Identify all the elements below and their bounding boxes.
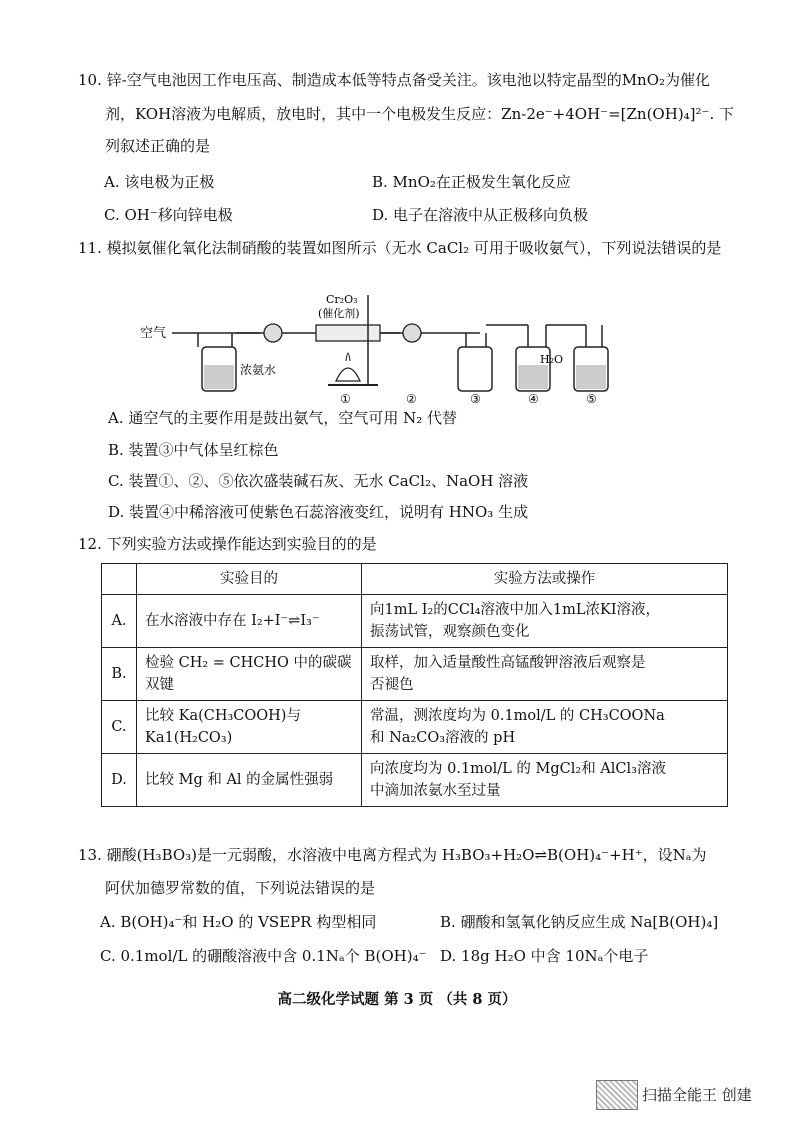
label-2: ② — [406, 392, 417, 405]
row-key: D. — [102, 754, 137, 807]
row-method: 常温，测浓度均为 0.1mol/L 的 CH₃COONa 和 Na₂CO₃溶液的 pH — [362, 701, 728, 754]
q10-stem-line3: 列叙述正确的是 — [105, 137, 211, 155]
q11-stem: 11. 模拟氨催化氧化法制硝酸的装置如图所示（无水 CaCl₂ 可用于吸收氨气），下列说法错误的是 — [78, 239, 722, 257]
page-footer: 高二级化学试题 第 3 页 （共 8 页） — [277, 991, 517, 1008]
q13-option-d: D. 18g H₂O 中含 10Nₐ个电子 — [440, 947, 649, 965]
water-label: H₂O — [540, 353, 564, 366]
q13-option-c: C. 0.1mol/L 的硼酸溶液中含 0.1Nₐ个 B(OH)₄⁻ — [100, 947, 427, 965]
air-label: 空气 — [140, 326, 167, 341]
q10-stem-line1: 10. 锌-空气电池因工作电压高、制造成本低等特点备受关注。该电池以特定晶型的MnO₂为催化 — [78, 71, 711, 89]
label-5: ⑤ — [586, 392, 597, 405]
row-method: 取样，加入适量酸性高锰酸钾溶液后观察是 否褪色 — [362, 648, 728, 701]
label-4: ④ — [528, 392, 539, 405]
q11-option-d: D. 装置④中稀溶液可使紫色石蕊溶液变红，说明有 HNO₃ 生成 — [108, 503, 529, 521]
q11-option-c: C. 装置①、②、⑤依次盛装碱石灰、无水 CaCl₂、NaOH 溶液 — [108, 472, 529, 490]
drying-tube-2 — [403, 324, 421, 342]
q10-option-d: D. 电子在溶液中从正极移向负极 — [372, 206, 589, 224]
row-purpose: 比较 Mg 和 Al 的金属性强弱 — [137, 754, 362, 807]
table-header-row — [102, 564, 728, 595]
row-method: 向1mL I₂的CCl₄溶液中加入1mL浓KI溶液， 振荡试管，观察颜色变化 — [362, 595, 728, 648]
catalyst-note: (催化剂) — [318, 307, 360, 320]
q13-option-a: A. B(OH)₄⁻和 H₂O 的 VSEPR 构型相同 — [100, 913, 377, 931]
catalyst-formula: Cr₂O₃ — [326, 293, 358, 306]
row-key: B. — [102, 648, 137, 701]
q13-stem-line2: 阿伏加德罗常数的值，下列说法错误的是 — [105, 879, 376, 897]
q12-stem: 12. 下列实验方法或操作能达到实验目的的是 — [78, 535, 377, 553]
table-row — [102, 701, 728, 754]
q10-option-c: C. OH⁻移向锌电极 — [104, 206, 233, 224]
q11-option-b: B. 装置③中气体呈红棕色 — [108, 441, 279, 459]
q10-stem-line2: 剂，KOH溶液为电解质，放电时，其中一个电极发生反应：Zn-2e⁻+4OH⁻=[Zn(OH)₄]²⁻. 下 — [105, 105, 734, 123]
q13-option-b: B. 硼酸和氢氧化钠反应生成 Na[B(OH)₄] — [440, 913, 719, 931]
row-key: C. — [102, 701, 137, 754]
burner — [336, 368, 360, 381]
scanner-watermark — [596, 1080, 792, 1110]
drying-tube-1 — [264, 324, 282, 342]
row-purpose: 检验 CH₂ = CHCHO 中的碳碳双键 — [137, 648, 362, 701]
qr-code-icon — [596, 1080, 638, 1110]
row-purpose: 在水溶液中存在 I₂+I⁻⇌I₃⁻ — [137, 595, 362, 648]
ammonia-label: 浓氨水 — [240, 363, 277, 377]
q10-option-a: A. 该电极为正极 — [104, 173, 215, 191]
apparatus-diagram — [140, 285, 610, 405]
table-row — [102, 754, 728, 807]
q13-stem-line1: 13. 硼酸(H₃BO₃)是一元弱酸，水溶液中电离方程式为 H₃BO₃+H₂O⇌B(OH)₄⁻+H⁺，设Nₐ为 — [78, 846, 707, 864]
row-key: A. — [102, 595, 137, 648]
watermark-text: 扫描全能王 创建 — [642, 1086, 752, 1104]
q11-option-a: A. 通空气的主要作用是鼓出氨气，空气可用 N₂ 代替 — [108, 409, 458, 427]
table-header-purpose: 实验目的 — [137, 564, 362, 595]
label-1: ① — [340, 392, 351, 405]
label-3: ③ — [470, 392, 481, 405]
table-row — [102, 595, 728, 648]
bottle-3 — [458, 347, 492, 391]
row-method: 向浓度均为 0.1mol/L 的 MgCl₂和 AlCl₃溶液 中滴加浓氨水至过量 — [362, 754, 728, 807]
experiment-table — [101, 563, 728, 807]
table-header-blank — [102, 564, 137, 595]
table-header-method: 实验方法或操作 — [362, 564, 728, 595]
table-row — [102, 648, 728, 701]
q10-option-b: B. MnO₂在正极发生氧化反应 — [372, 173, 571, 191]
catalyst-tube — [316, 325, 380, 341]
row-purpose: 比较 Ka(CH₃COOH)与 Ka1(H₂CO₃) — [137, 701, 362, 754]
